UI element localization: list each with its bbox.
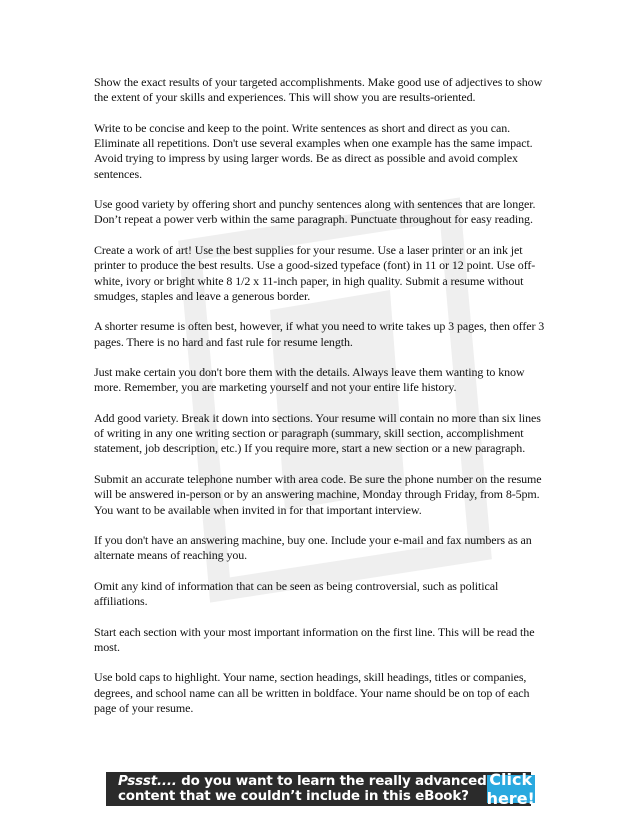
document-body [94,75,550,731]
banner-line-1 [118,774,487,789]
paragraph-bold-caps: Use bold caps to highlight. Your name, section headings, skill headings, titles or companies, degrees, and school name can all be written in boldface. Your name should be on top of each page of your resume. [94,670,530,715]
banner-message [118,774,487,804]
banner-line-2: content that we couldn’t include in this eBook? [118,788,469,804]
paragraph-concise: Write to be concise and keep to the point. Write sentences as short and direct as you can. Eliminate all repetitions. Don't use several examples when one example has the same impact. Avoid trying to impress by using larger words. Be as direct as possible and avoid complex sentences. [94,120,533,181]
paragraph-answering-machine: If you don't have an answering machine, buy one. Include your e-mail and fax numbers as an alternate means of reaching you. [94,533,532,563]
paragraph-results: Show the exact results of your targeted accomplishments. Make good use of adjectives to show the extent of your skills and experiences. This will show you are results-oriented. [94,75,543,105]
paragraph-variety: Use good variety by offering short and punchy sentences along with sentences that are longer. Don’t repeat a power verb within the same paragraph. Punctuate throughout for easy reading. [94,197,536,227]
paragraph-details: Just make certain you don't bore them with the details. Always leave them wanting to know more. Remember, you are marketing yourself and not your entire life history. [94,365,525,395]
paragraph-controversial: Omit any kind of information that can be seen as being controversial, such as political affiliations. [94,578,499,609]
paragraph-sections: Add good variety. Break it down into sections. Your resume will contain no more than six lines of writing in any one writing section or paragraph (summary, skill section, accomplishment statement, job description, etc.) If you require more, start a new section or a new paragraph. [94,410,541,456]
banner-lead: Pssst.... [118,773,177,789]
paragraph-telephone: Submit an accurate telephone number with area code. Be sure the phone number on the resume will be answered in-person or by an answering machine, Monday through Friday, from 8-5pm. You want to be available when invited in for that important interview. [94,471,542,517]
paragraph-work-of-art: Create a work of art! Use the best supplies for your resume. Use a laser printer or an ink jet printer to produce the best results. Use a good-sized typeface (font) in 11 or 12 point. Use off-white, ivory or bright white 8 1/2 x 11-inch paper, in high quality. Submit a resume without smudges, staples and leave a generous border. [94,242,536,303]
ebook-promo-banner[interactable] [106,770,535,808]
paragraph-resume-length: A shorter resume is often best, however, if what you need to write takes up 3 pages, then offer 3 pages. There is no hard and fast rule for resume length. [94,319,545,349]
banner-line-1-rest: do you want to learn the really advanced [176,773,487,789]
paragraph-important-first: Start each section with your most important information on the first line. This will be read the most. [94,624,535,654]
click-here-button[interactable]: Click here! [486,770,535,808]
